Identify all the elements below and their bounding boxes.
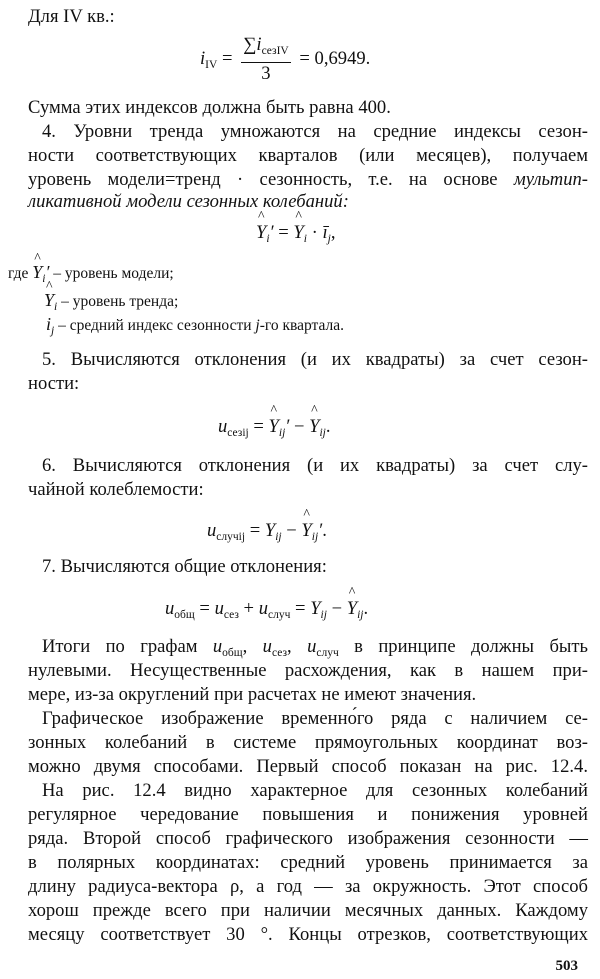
page-number: 503 bbox=[555, 958, 578, 974]
where-line-2: ^ $Y_i$ – уровень тренда; bbox=[44, 289, 588, 318]
formula-u-sez: $u_{сезij}$ = ^ $Y_{ij}'$ − ^ $Y_{ij}$. bbox=[218, 416, 331, 439]
polar-line-1: На рис. 12.4 видно характерное для сезонных колебаний bbox=[42, 780, 588, 801]
polar-line-2: регулярное чередование повышения и понижения уровней bbox=[28, 804, 588, 825]
totals-line-1: Итоги по графам $u_{общ}$, $u_{сез}$, $u_{случ}$ в принципе должны быть bbox=[42, 636, 589, 659]
formula-iv: $i_{IV}$ = $\frac{\sum i_{сезIV}}{3}$ = 0,6949. bbox=[200, 34, 371, 84]
graphic-line-3: можно двумя способами. Первый способ показан на рис. 12.4. bbox=[28, 756, 588, 777]
step-4-line-3: уровень модели=тренд · сезонность, т.е. на основе мультип- bbox=[28, 169, 588, 190]
graphic-line-1: Графическое изображение временно́го ряда с наличием се- bbox=[42, 708, 588, 729]
step-4-line-1: 4. Уровни тренда умножаются на средние индексы сезон- bbox=[42, 121, 588, 142]
polar-line-4: в полярных координатах: средний уровень принимается за bbox=[28, 852, 588, 873]
formula-u-sluch: $u_{случij} = Y_{ij}$ − ^ $Y_{ij}'$. bbox=[207, 520, 327, 543]
step-7-line: 7. Вычисляются общие отклонения: bbox=[42, 556, 327, 577]
step-5-line-1: 5. Вычисляются отклонения (и их квадраты) за счет сезон- bbox=[42, 349, 588, 370]
where-line-1: где ^ $Y_i'$ – уровень модели; bbox=[8, 261, 588, 290]
header-line: Для IV кв.: bbox=[28, 6, 115, 27]
step-4-line-4: ликативной модели сезонных колебаний: bbox=[28, 191, 349, 212]
polar-line-5: длину радиуса-вектора ρ, а год — за окружность. Этот способ bbox=[28, 876, 588, 897]
formula-model: ^ $Y_i'$ = ^ $Y_i$ · $ī_j$, bbox=[256, 222, 336, 245]
step-6-line-1: 6. Вычисляются отклонения (и их квадраты) за счет слу- bbox=[42, 455, 588, 476]
totals-line-2: нулевыми. Несущественные расхождения, как в нашем при- bbox=[28, 660, 588, 681]
where-line-3: $i_j$ – средний индекс сезонности j-го квартала. bbox=[46, 314, 345, 337]
polar-line-7: месяцу соответствует 30 °. Концы отрезков, соответствующих bbox=[28, 924, 588, 945]
step-6-line-2: чайной колеблемости: bbox=[28, 479, 204, 500]
sum-note: Сумма этих индексов должна быть равна 400. bbox=[28, 97, 391, 118]
formula-u-total: $u_{общ} = u_{сез} + u_{случ} = Y_{ij}$ − ^ $Y_{ij}$. bbox=[165, 598, 368, 621]
step-4-line-2: ности соответствующих кварталов (или месяцев), получаем bbox=[28, 145, 588, 166]
totals-line-3: мере, из-за округлений при расчетах не имеют значения. bbox=[28, 684, 477, 705]
fraction: $\frac{\sum i_{сезIV}}{3}$ bbox=[243, 34, 289, 84]
polar-line-6: хорош прежде всего при наличии месячных данных. Каждому bbox=[28, 900, 588, 921]
step-5-line-2: ности: bbox=[28, 373, 80, 394]
graphic-line-2: зонных колебаний в системе прямоугольных координат воз- bbox=[28, 732, 588, 753]
polar-line-3: ряда. Второй способ графического изображения сезонности — bbox=[28, 828, 588, 849]
